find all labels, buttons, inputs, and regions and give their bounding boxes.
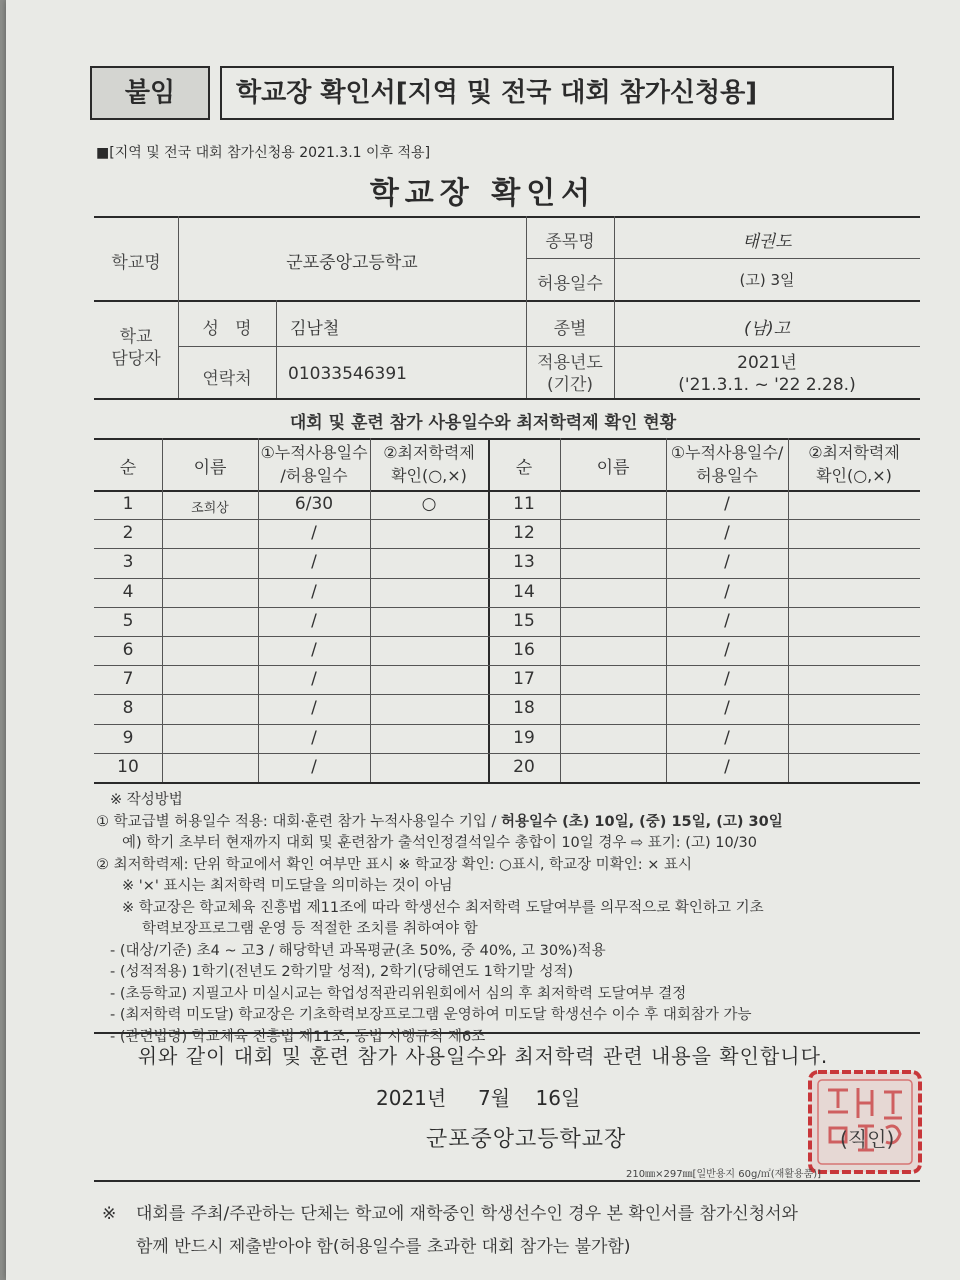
- right-row-seq: 18: [513, 698, 535, 719]
- left-row-days: 6/30: [294, 494, 334, 514]
- header-seq-right: 순: [515, 458, 533, 478]
- left-row-days: /: [311, 523, 317, 544]
- left-row-seq: 9: [122, 727, 134, 748]
- right-row-seq: 20: [513, 756, 535, 777]
- document-page: [6, 0, 960, 1280]
- period-label: 적용년도 (기간): [537, 353, 603, 395]
- left-row-days: /: [311, 669, 317, 690]
- school-name-label: 학교명: [111, 253, 161, 273]
- right-row-days: /: [724, 581, 730, 602]
- right-row-days: /: [724, 610, 730, 631]
- attachment-badge: 붙임: [90, 66, 210, 120]
- left-row-seq: 6: [122, 640, 134, 660]
- seal-label: (직인): [840, 1127, 895, 1151]
- writing-instructions: ※ 작성방법 ① 학교급별 허용일수 적용: 대회·훈련 참가 누적사용일수 기입 / 허용일수 (초) 10일, (중) 15일, (고) 30일 예) 학기 초부터 현재까지 대회 및 훈련참가 출석인정결석일수 총합이 10일 경우 ⇨ 표기: (고) 10/30 ② 최저학력제: 단위 학교에서 확인 여부만 표시 ※ 학교장 확인: ○표시, 학교장 미확인: × 표시 ※ '×' 표시는 최저학력 미도달을 의미하는 것이 아님 ※ 학교장은 학교체육 진흥법 제11조에 따라 학생선수 최저학력 도달여부를 의무적으로 확인하고 기초 학력보장프로그램 운영 등 적절한 조치를 취하여야 함 - (대상/기준) 초4 ~ 고3 / 해당학년 과목평균(초 50%, 중 40%, 고 30%)적용 - (성적적용) 1학기(전년도 2학기말 성적), 2학기(당해연도 1학기말 성적) - (초등학교) 지필고사 미실시교는 학업성적관리위원회에서 심의 후 최저학력 도달여부 결정 - (최저학력 미도달) 학교장은 기초학력보장프로그램 운영하여 미도달 학생선수 이수 후 대회참가 가능 - (관련법령) 학교체육 진흥법 제11조, 동법 시행규칙 제6조: [96, 792, 783, 1045]
- contact-label: 연락처: [202, 369, 252, 389]
- right-row-seq: 11: [513, 494, 535, 514]
- left-row-days: /: [311, 610, 317, 631]
- paper-spec: 210㎜×297㎜[일반용지 60g/㎡(재활용품)]: [626, 1169, 822, 1180]
- contact-value: 01033546391: [288, 364, 407, 384]
- left-row-seq: 1: [122, 494, 134, 514]
- header-check-right: ②최저학력제 확인(○,×): [808, 443, 900, 485]
- right-row-seq: 13: [513, 552, 535, 573]
- confirm-statement: 위와 같이 대회 및 훈련 참가 사용일수와 최저학력 관련 내용을 확인합니다.: [137, 1044, 829, 1068]
- period-value: 2021년 ('21.3.1. ~ '22 2.28.): [678, 353, 856, 395]
- document-title: 학교장 확인서[지역 및 전국 대회 참가신청용]: [220, 66, 894, 120]
- school-name-value: 군포중앙고등학교: [286, 253, 418, 273]
- right-row-days: /: [724, 523, 730, 544]
- left-row-days: /: [311, 756, 317, 777]
- right-row-days: /: [724, 640, 730, 660]
- applied-note: ■[지역 및 전국 대회 참가신청용 2021.3.1 이후 적용]: [96, 145, 431, 161]
- left-row-days: /: [311, 698, 317, 719]
- left-row-seq: 10: [117, 756, 139, 777]
- table-caption: 대회 및 훈련 참가 사용일수와 최저학력제 확인 현황: [289, 413, 677, 433]
- right-row-seq: 12: [513, 523, 535, 544]
- right-row-seq: 14: [513, 581, 535, 602]
- name-value: 김남철: [290, 319, 340, 339]
- left-row-check: ○: [421, 494, 437, 514]
- left-row-days: /: [311, 552, 317, 573]
- category-value: (남)고: [743, 319, 791, 339]
- right-row-days: /: [724, 494, 730, 514]
- right-row-days: /: [724, 669, 730, 690]
- right-row-seq: 15: [513, 610, 535, 631]
- left-row-seq: 2: [122, 523, 134, 544]
- left-row-seq: 8: [122, 698, 134, 719]
- official-seal-icon: [806, 1068, 924, 1176]
- left-row-days: /: [311, 727, 317, 748]
- header-days-right: ①누적사용일수/ 허용일수: [670, 443, 784, 485]
- header-seq-left: 순: [119, 458, 137, 478]
- category-label: 종별: [553, 319, 587, 339]
- right-row-days: /: [724, 756, 730, 777]
- sport-value: 태권도: [742, 232, 792, 252]
- main-title: 학교장 확인서: [369, 176, 597, 211]
- left-row-seq: 5: [122, 610, 134, 631]
- school-manager-label: 학교 담당자: [111, 327, 161, 369]
- right-row-seq: 19: [513, 727, 535, 748]
- right-row-days: /: [724, 727, 730, 748]
- right-row-seq: 16: [513, 640, 535, 660]
- left-row-seq: 4: [122, 581, 134, 602]
- confirm-date: 2021년 7월 16일: [376, 1086, 581, 1110]
- allowed-days-value: (고) 3일: [739, 271, 795, 289]
- name-label: 성 명: [202, 319, 252, 339]
- right-row-seq: 17: [513, 669, 535, 690]
- principal-name: 군포중앙고등학교장: [426, 1127, 627, 1152]
- right-row-days: /: [724, 698, 730, 719]
- allowed-days-label: 허용일수: [537, 274, 603, 294]
- left-row-days: /: [311, 581, 317, 602]
- left-row-seq: 7: [122, 669, 134, 690]
- header-check-left: ②최저학력제 확인(○,×): [383, 443, 475, 485]
- header-name-left: 이름: [193, 458, 227, 478]
- submission-notice: ※ 대회를 주최/주관하는 단체는 학교에 재학중인 학생선수인 경우 본 확인서를 참가신청서와 함께 반드시 제출받아야 함(허용일수를 초과한 대회 참가는 불가함): [102, 1204, 798, 1257]
- left-row-days: /: [311, 640, 317, 660]
- header-name-right: 이름: [596, 458, 630, 478]
- left-row-name: 조희상: [191, 501, 229, 516]
- header-days-left: ①누적사용일수 /허용일수: [260, 443, 368, 485]
- left-row-seq: 3: [122, 552, 134, 573]
- right-row-days: /: [724, 552, 730, 573]
- sport-label: 종목명: [545, 232, 595, 252]
